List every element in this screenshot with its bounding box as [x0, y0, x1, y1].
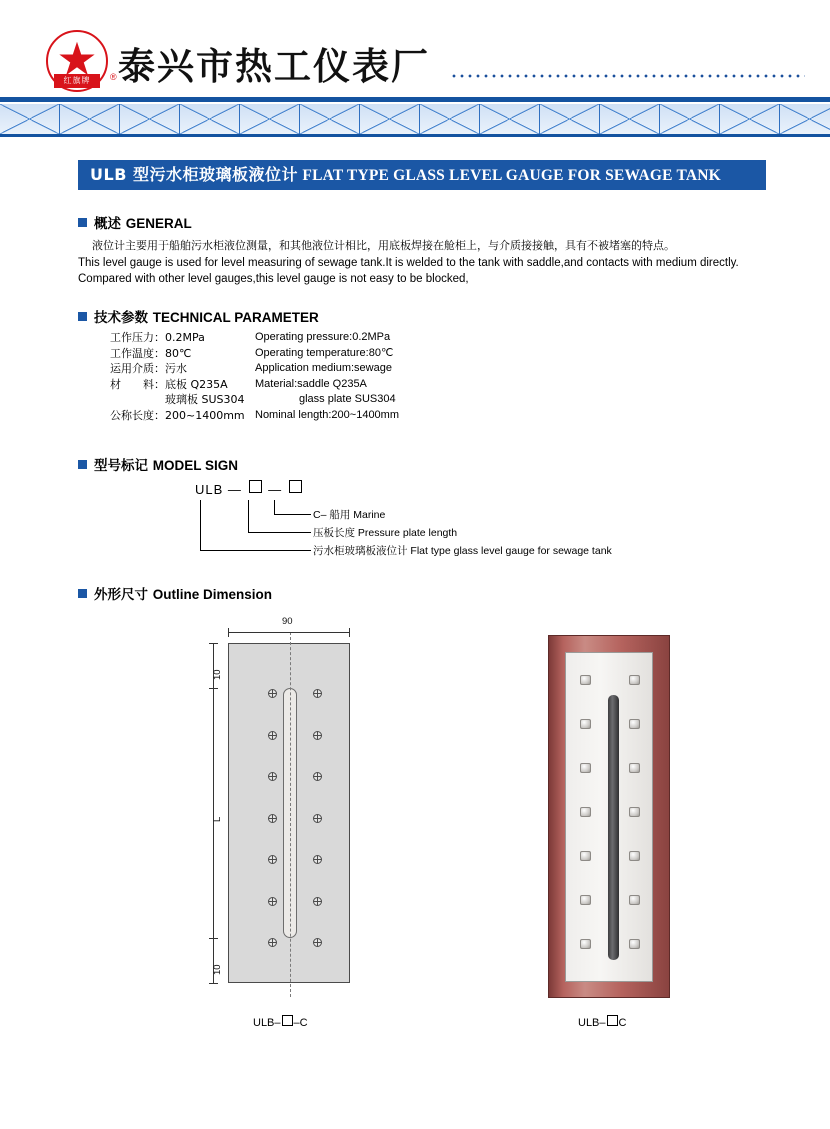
header-dotted-rule	[450, 74, 805, 78]
header-pattern-band	[0, 104, 830, 134]
model-box-2-icon	[289, 480, 302, 493]
param-cn-1: 工作温度：80℃	[110, 346, 192, 360]
section-heading-model-sign	[78, 454, 238, 474]
bolt-icon	[313, 897, 322, 906]
table-row	[110, 392, 399, 408]
caption-photo-pre: ULB–	[578, 1017, 606, 1029]
param-cn-3: 材 料：底板 Q235A	[110, 377, 228, 391]
general-text-en-line2: Compared with other level gauges,this level gauge is not easy to be blocked,	[78, 273, 469, 285]
photo-bolt-icon	[629, 807, 640, 817]
pattern-cell	[60, 104, 120, 134]
bullet-square-icon	[78, 218, 87, 227]
product-photo-plate	[565, 652, 653, 982]
caption-drawing-post: –C	[293, 1017, 308, 1029]
dim-tick-lower	[209, 938, 218, 939]
param-cn-5: 公称长度：200~1400mm	[110, 408, 245, 422]
caption-drawing	[253, 1015, 308, 1029]
dim-tick-left	[228, 628, 229, 637]
outline-drawing-area	[0, 610, 830, 1060]
section-heading-outline	[78, 583, 272, 603]
pattern-cell	[420, 104, 480, 134]
parameter-table	[110, 330, 399, 423]
pattern-cell	[480, 104, 540, 134]
photo-bolt-icon	[629, 675, 640, 685]
caption-box-icon	[607, 1015, 618, 1026]
pattern-cell	[720, 104, 780, 134]
photo-bolt-icon	[580, 675, 591, 685]
bolt-icon	[313, 855, 322, 864]
caption-photo-post: C	[618, 1017, 627, 1029]
dim-tick-upper	[209, 688, 218, 689]
pattern-cell	[120, 104, 180, 134]
leader-label-1: C– 船用 Marine	[313, 509, 386, 521]
dim-tick-top	[209, 643, 218, 644]
model-code-prefix: ULB	[195, 482, 224, 497]
photo-bolt-icon	[580, 939, 591, 949]
section-heading-model-en: MODEL SIGN	[152, 458, 238, 473]
dim-label-bottom: 10	[212, 964, 223, 975]
header-band-bottom-rule	[0, 134, 830, 137]
caption-drawing-pre: ULB–	[253, 1017, 281, 1029]
section-heading-outline-en: Outline Dimension	[152, 587, 272, 602]
param-en-5: Nominal length:200~1400mm	[255, 408, 400, 421]
bolt-icon	[268, 855, 277, 864]
pattern-cell	[0, 104, 60, 134]
leader-line-3	[200, 500, 311, 551]
param-cn-2: 运用介质：污水	[110, 362, 187, 375]
param-en-0: Operating pressure:0.2MPa	[255, 331, 391, 343]
model-code	[195, 480, 304, 497]
pattern-cell	[180, 104, 240, 134]
bolt-icon	[313, 938, 322, 947]
photo-bolt-icon	[580, 807, 591, 817]
bolt-icon	[268, 731, 277, 740]
section-heading-parameter	[78, 306, 319, 326]
photo-bolt-icon	[629, 851, 640, 861]
model-box-1-icon	[249, 480, 262, 493]
header-blue-rule	[0, 97, 830, 102]
bolt-icon	[313, 814, 322, 823]
section-heading-model-cn: 型号标记	[94, 458, 148, 474]
dim-line-width	[228, 632, 350, 633]
photo-bolt-icon	[629, 719, 640, 729]
vertical-centerline	[290, 632, 291, 997]
company-name: 泰兴市热工仪表厂	[118, 45, 430, 88]
bullet-square-icon	[78, 312, 87, 321]
dim-tick-bottom	[209, 983, 218, 984]
table-row	[110, 408, 399, 424]
pattern-cell	[300, 104, 360, 134]
pattern-cell	[240, 104, 300, 134]
section-heading-general	[78, 212, 192, 232]
dim-tick-right	[349, 628, 350, 637]
dim-label-length: L	[212, 816, 223, 822]
model-dash-2: —	[268, 482, 283, 497]
param-en-3: Material:saddle Q235A	[255, 377, 367, 390]
section-heading-parameter-en: TECHNICAL PARAMETER	[152, 310, 319, 325]
caption-photo	[578, 1015, 626, 1029]
page-title-cn: ULB 型污水柜玻璃板液位计	[90, 165, 298, 184]
photo-bolt-icon	[629, 763, 640, 773]
general-text-cn: 液位计主要用于船舶污水柜液位测量，和其他液位计相比，用底板焊接在舱柜上，与介质接接触，具有不被堵塞的特点。	[92, 239, 675, 252]
bolt-icon	[268, 689, 277, 698]
bullet-square-icon	[78, 589, 87, 598]
model-dash-1: —	[227, 482, 242, 497]
page-title-en: FLAT TYPE GLASS LEVEL GAUGE FOR SEWAGE TANK	[302, 167, 721, 184]
photo-bolt-icon	[580, 719, 591, 729]
leader-label-3: 污水柜玻璃板液位计 Flat type glass level gauge for sewage tank	[313, 545, 612, 557]
bolt-icon	[268, 772, 277, 781]
pattern-cell	[540, 104, 600, 134]
general-text-en-line1: This level gauge is used for level measuring of sewage tank.It is welded to the tank with saddle,and contacts with medium directly.	[78, 257, 739, 269]
product-photo	[548, 635, 670, 998]
param-en-1: Operating temperature:80℃	[255, 346, 394, 359]
section-heading-general-en: GENERAL	[125, 216, 192, 231]
page-header	[0, 0, 830, 100]
section-heading-general-cn: 概述	[94, 216, 121, 232]
table-row	[110, 361, 399, 377]
bullet-square-icon	[78, 460, 87, 469]
caption-box-icon	[282, 1015, 293, 1026]
table-row	[110, 377, 399, 393]
photo-bolt-icon	[580, 851, 591, 861]
bolt-icon	[268, 938, 277, 947]
leader-label-2: 压板长度 Pressure plate length	[313, 527, 458, 539]
param-en-2: Application medium:sewage	[255, 362, 392, 374]
photo-bolt-icon	[629, 895, 640, 905]
table-row	[110, 330, 399, 346]
company-logo	[46, 30, 117, 92]
dim-line-vertical	[213, 643, 214, 983]
registered-trademark-icon: ®	[110, 72, 117, 82]
logo-badge-label: 红旗牌	[54, 74, 100, 88]
dim-label-top: 10	[212, 669, 223, 680]
photo-bolt-icon	[580, 763, 591, 773]
photo-bolt-icon	[580, 895, 591, 905]
bolt-icon	[268, 814, 277, 823]
pattern-cell	[360, 104, 420, 134]
section-heading-outline-cn: 外形尺寸	[94, 587, 148, 603]
pattern-cell	[660, 104, 720, 134]
product-photo-glass-slot	[608, 695, 619, 960]
dim-label-width: 90	[282, 616, 293, 627]
model-sign-diagram	[150, 480, 710, 570]
page-title-bar	[78, 160, 766, 190]
section-heading-parameter-cn: 技术参数	[94, 310, 148, 326]
photo-bolt-icon	[629, 939, 640, 949]
bolt-icon	[313, 772, 322, 781]
bolt-icon	[313, 731, 322, 740]
table-row	[110, 346, 399, 362]
pattern-cell	[600, 104, 660, 134]
bolt-icon	[313, 689, 322, 698]
bolt-icon	[268, 897, 277, 906]
param-en-4: glass plate SUS304	[255, 393, 396, 405]
param-cn-4: 玻璃板 SUS304	[110, 393, 245, 406]
param-cn-0: 工作压力：0.2MPa	[110, 331, 205, 344]
pattern-cell	[780, 104, 830, 134]
